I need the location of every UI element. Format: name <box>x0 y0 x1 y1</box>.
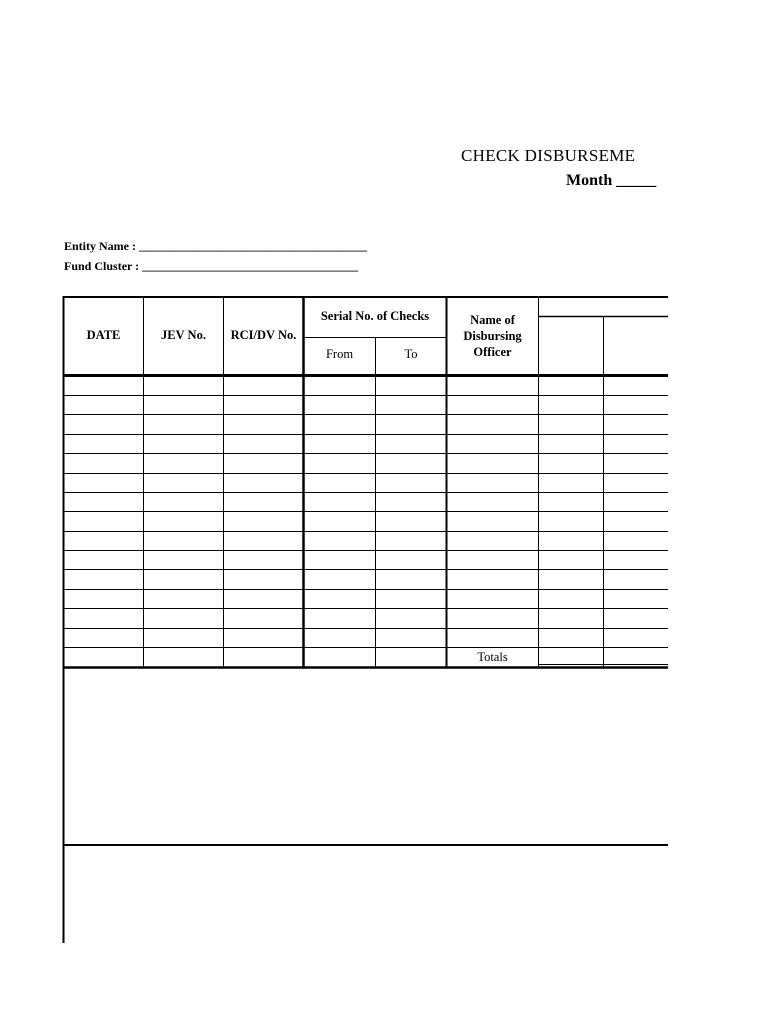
header-jev-no: JEV No. <box>161 328 206 342</box>
header-disbursing-officer: Name of Disbursing Officer <box>463 313 522 359</box>
entity-name-field: Entity Name : ______________________________________ <box>64 239 367 253</box>
header-serial-from: From <box>325 347 354 361</box>
header-serial-no-of-checks: Serial No. of Checks <box>320 309 430 323</box>
report-title: CHECK DISBURSEME <box>461 146 636 165</box>
header-serial-to: To <box>404 347 418 361</box>
totals-label: Totals <box>477 650 508 664</box>
header-date: DATE <box>86 328 121 342</box>
fund-cluster-field: Fund Cluster : ____________________________________ <box>64 259 359 273</box>
header-rci-dv-no: RCI/DV No. <box>230 328 297 342</box>
month-field: Month _____ <box>566 172 657 189</box>
